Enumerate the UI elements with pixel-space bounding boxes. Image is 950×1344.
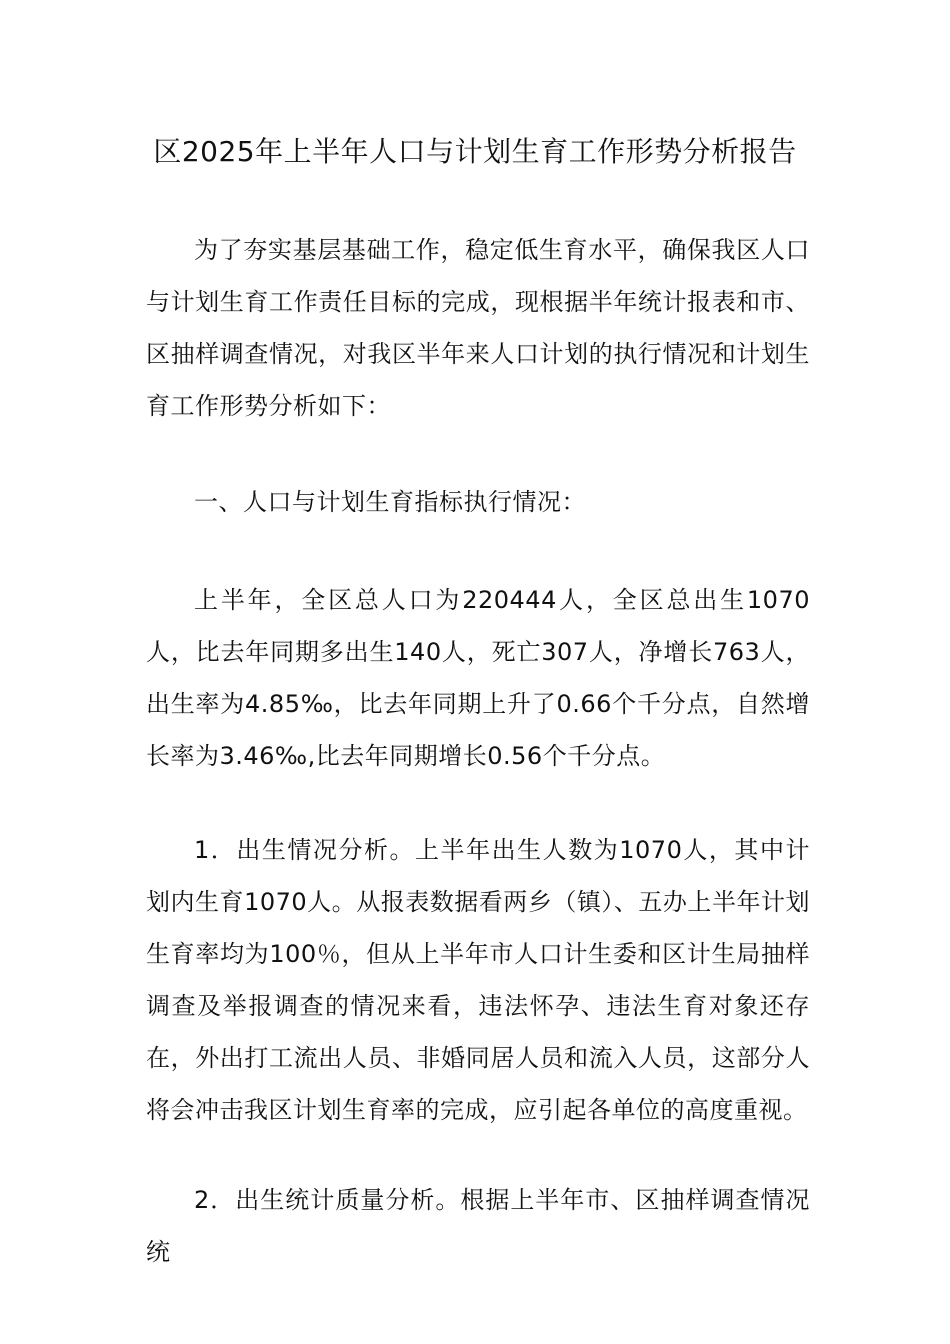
document-title: 区2025年上半年人口与计划生育工作形势分析报告 bbox=[153, 135, 797, 168]
birth-statistics-paragraph: 2．出生统计质量分析。根据上半年市、区抽样调查情况统 bbox=[146, 1186, 810, 1266]
birth-analysis-paragraph: 1．出生情况分析。上半年出生人数为1070人，其中计划内生育1070人。从报表数据看两乡（镇）、五办上半年计划生育率均为100％，但从上半年市人口计生委和区计生局抽样调查及举报调查的情况来看，违法怀孕、违法生育对象还存在，外出打工流出人员、非婚同居人员和流入人员，这部分人将会冲击我区计划生育率的完成，应引起各单位的高度重视。 bbox=[146, 836, 810, 1124]
population-summary-paragraph: 上半年，全区总人口为220444人，全区总出生1070人，比去年同期多出生140人，死亡307人，净增长763人，出生率为4.85‰，比去年同期上升了0.66个千分点，自然增长率为3.46‰,比去年同期增长0.56个千分点。 bbox=[146, 586, 810, 770]
intro-paragraph: 为了夯实基层基础工作，稳定低生育水平，确保我区人口与计划生育工作责任目标的完成，现根据半年统计报表和市、区抽样调查情况，对我区半年来人口计划的执行情况和计划生育工作形势分析如下： bbox=[146, 236, 810, 420]
section-heading: 一、人口与计划生育指标执行情况： bbox=[194, 488, 586, 516]
